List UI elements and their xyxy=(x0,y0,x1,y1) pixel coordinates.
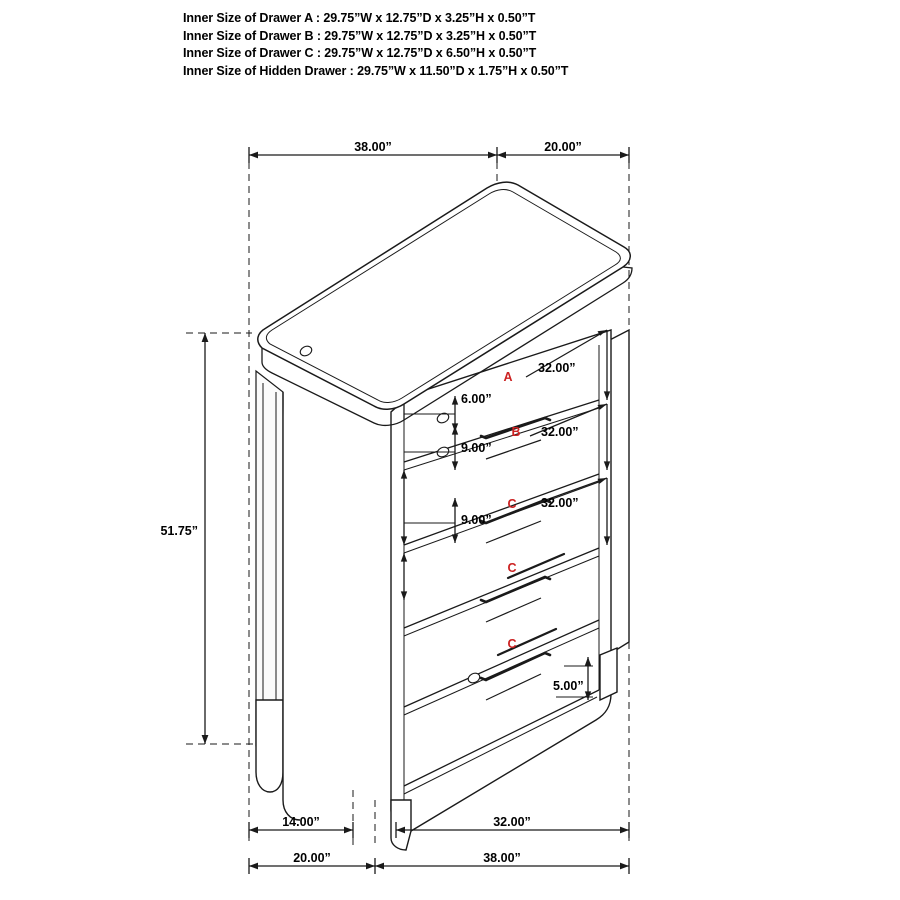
label-drawer-a: A xyxy=(503,370,513,384)
dim-bottom-gap-label: 5.00” xyxy=(553,679,584,693)
spec-line-drawer-a: Inner Size of Drawer A : 29.75”W x 12.75”D x 3.25”H x 0.50”T xyxy=(183,11,536,25)
chest-body xyxy=(256,182,632,850)
dim-bottom-depth-outer-label: 20.00” xyxy=(293,851,331,865)
dim-top-left-label: 38.00” xyxy=(354,140,392,154)
height-dimension-line xyxy=(202,333,209,744)
label-drawer-c1: C xyxy=(507,497,517,511)
spec-line-hidden-drawer: Inner Size of Hidden Drawer : 29.75”W x 11.50”D x 1.75”H x 0.50”T xyxy=(183,63,569,78)
dim-drawer-a-width-label: 32.00” xyxy=(538,361,576,375)
dim-bottom-width-outer-label: 38.00” xyxy=(483,851,521,865)
dim-top-right-label: 20.00” xyxy=(544,140,582,154)
dim-drawer-b-height-label: 9.00” xyxy=(461,441,492,455)
spec-line-drawer-c: Inner Size of Drawer C : 29.75”W x 12.75”D x 6.50”H x 0.50”T xyxy=(183,46,537,60)
dim-drawer-c-height-label: 9.00” xyxy=(461,513,492,527)
front-face xyxy=(391,330,611,831)
left-front-leg xyxy=(256,700,283,792)
dim-total-height-label: 51.75” xyxy=(160,524,198,538)
right-rear-leg xyxy=(600,648,617,700)
dim-bottom-depth-label: 14.00” xyxy=(282,815,320,829)
left-panel-edge xyxy=(283,392,300,820)
dim-drawer-a-height-label: 6.00” xyxy=(461,392,492,406)
dim-drawer-c-width-label: 32.00” xyxy=(541,496,579,510)
right-front-leg xyxy=(391,800,411,850)
label-drawer-b: B xyxy=(511,425,521,439)
dim-drawer-b-width-label: 32.00” xyxy=(541,425,579,439)
label-drawer-c2: C xyxy=(507,561,517,575)
dim-bottom-width-inner-label: 32.00” xyxy=(493,815,531,829)
spec-line-drawer-b: Inner Size of Drawer B : 29.75”W x 12.75”D x 3.25”H x 0.50”T xyxy=(183,28,537,43)
label-drawer-c3: C xyxy=(507,637,517,651)
